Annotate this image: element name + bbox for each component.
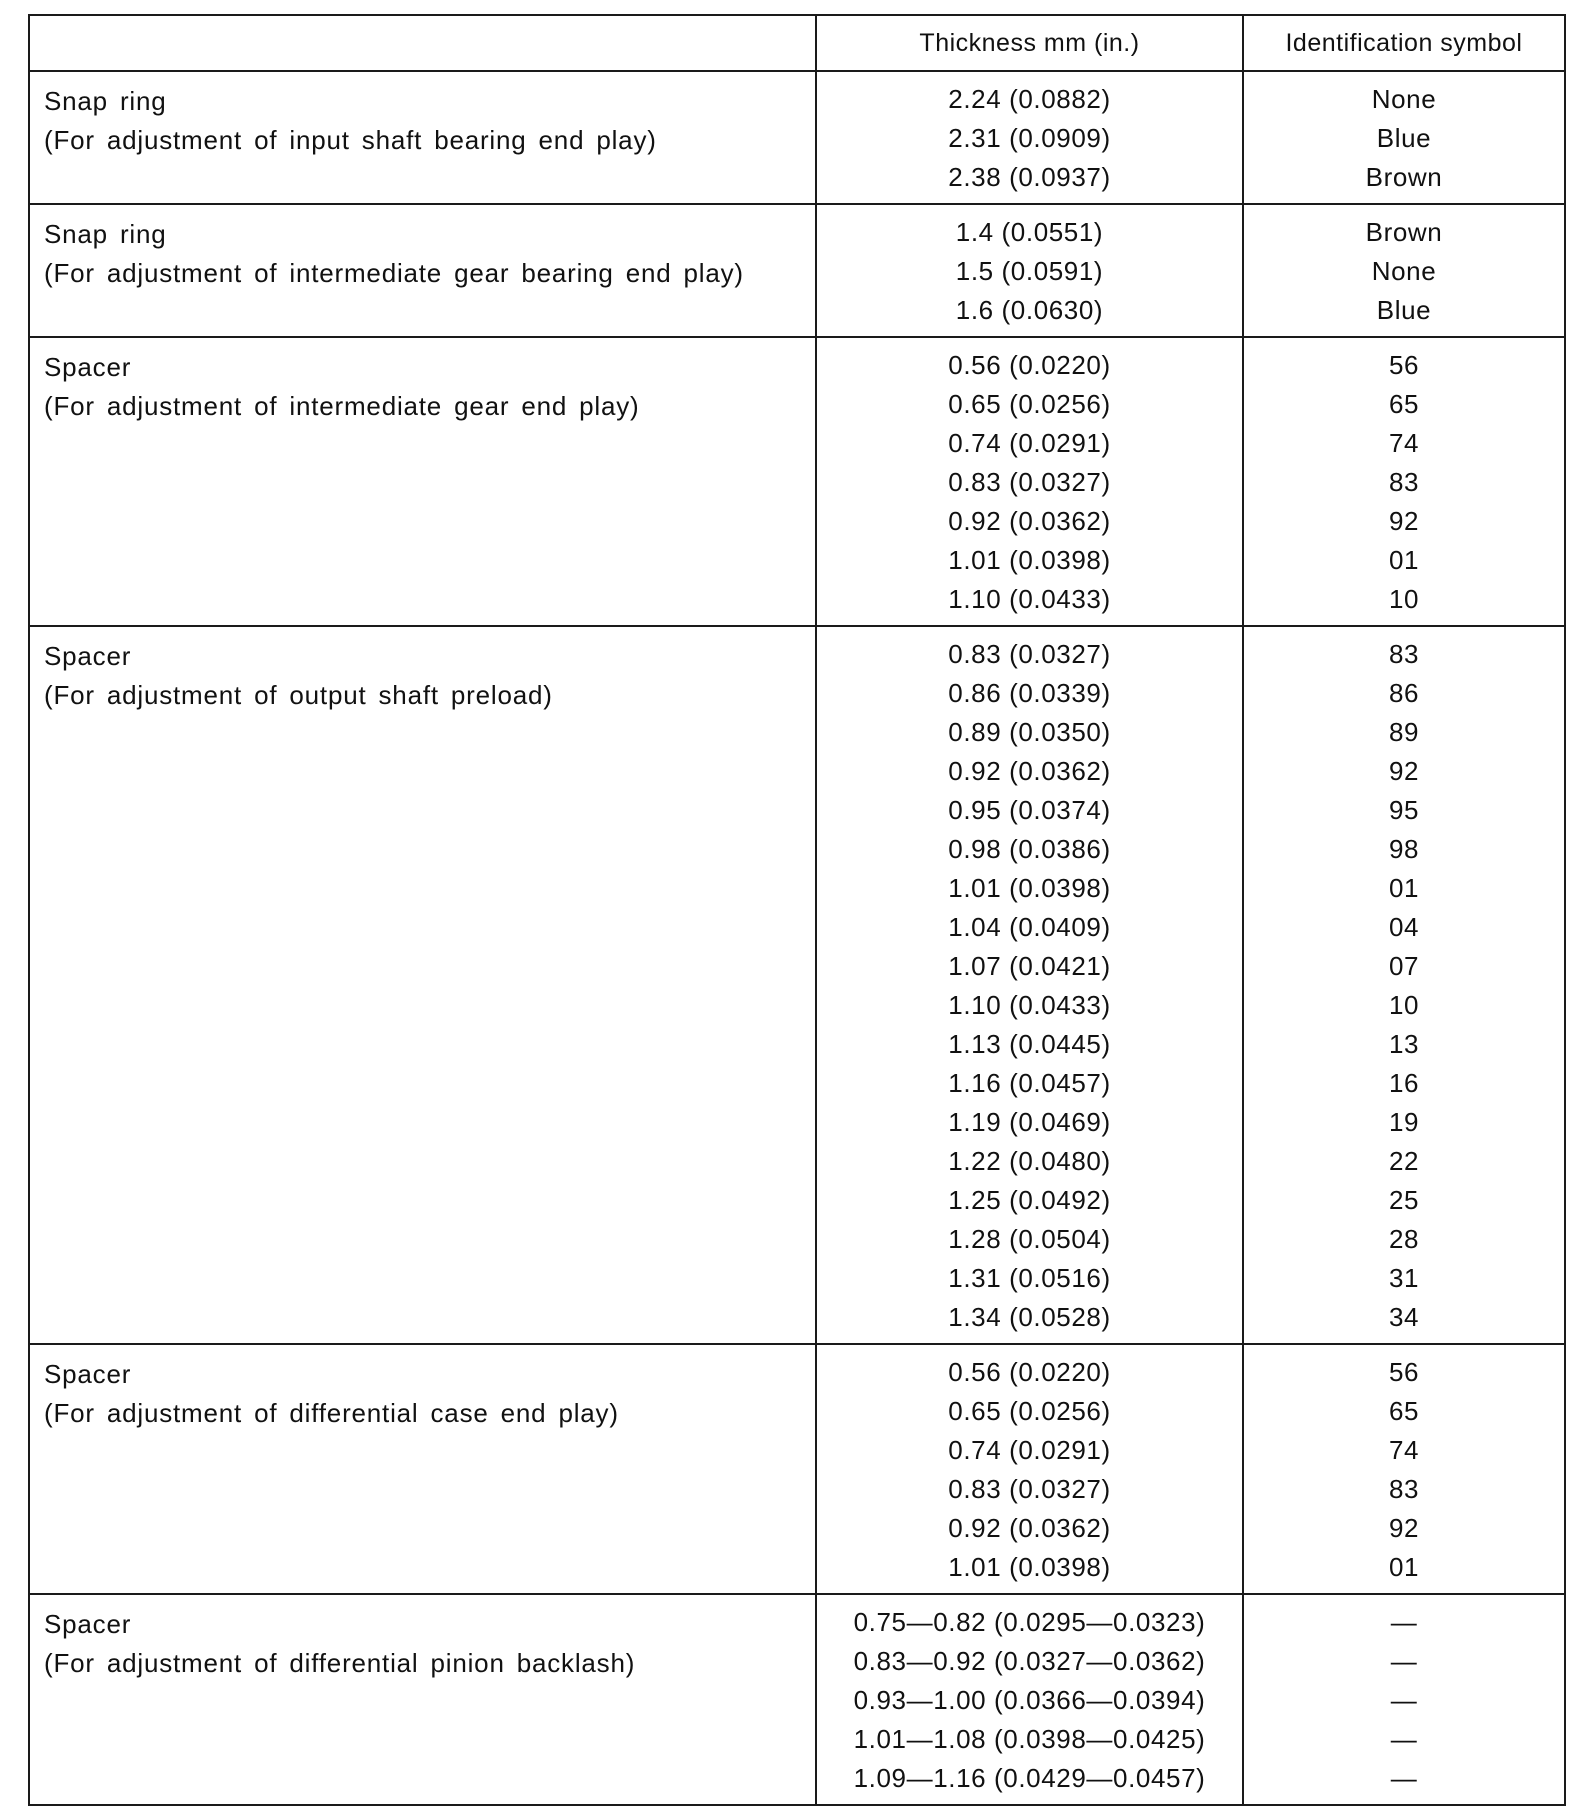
- symbol-cell: [1243, 204, 1565, 337]
- identification-symbol: 92: [1388, 756, 1420, 786]
- thickness-value: 2.24 (0.0882): [948, 84, 1111, 114]
- identification-symbol: 22: [1388, 1146, 1420, 1176]
- identification-symbol: —: [1390, 1724, 1418, 1754]
- part-name: Snap ring: [44, 86, 167, 116]
- part-cell: [29, 1594, 816, 1805]
- table-row: [29, 337, 1565, 626]
- thickness-value: 1.01—1.08 (0.0398—0.0425): [853, 1724, 1206, 1754]
- symbol-cell: [1243, 1344, 1565, 1594]
- identification-symbol: 07: [1388, 951, 1420, 981]
- identification-symbol: None: [1371, 84, 1437, 114]
- thickness-value: 1.25 (0.0492): [948, 1185, 1111, 1215]
- identification-symbol: 95: [1388, 795, 1420, 825]
- thickness-value: 0.83 (0.0327): [948, 639, 1111, 669]
- header-thickness: Thickness mm (in.): [816, 15, 1243, 71]
- part-cell: [29, 626, 816, 1344]
- table-row: [29, 204, 1565, 337]
- adjustment-parts-table: [28, 14, 1566, 1806]
- identification-symbol: 25: [1388, 1185, 1420, 1215]
- identification-symbol: 56: [1388, 1357, 1420, 1387]
- thickness-value: 1.10 (0.0433): [948, 990, 1111, 1020]
- thickness-value: 0.65 (0.0256): [948, 389, 1111, 419]
- thickness-value: 1.01 (0.0398): [948, 1552, 1111, 1582]
- thickness-value: 0.74 (0.0291): [948, 1435, 1111, 1465]
- part-name: Spacer: [44, 641, 132, 671]
- part-name: Spacer: [44, 352, 132, 382]
- symbol-cell: [1243, 1594, 1565, 1805]
- thickness-value: 1.34 (0.0528): [948, 1302, 1111, 1332]
- thickness-cell: [816, 337, 1243, 626]
- thickness-value: 1.22 (0.0480): [948, 1146, 1111, 1176]
- part-cell: [29, 71, 816, 204]
- table-row: [29, 71, 1565, 204]
- thickness-value: 1.28 (0.0504): [948, 1224, 1111, 1254]
- identification-symbol: 74: [1388, 428, 1420, 458]
- identification-symbol: 83: [1388, 467, 1420, 497]
- identification-symbol: Brown: [1365, 217, 1443, 247]
- part-purpose: (For adjustment of intermediate gear bearing end play): [44, 258, 744, 288]
- thickness-cell: [816, 1344, 1243, 1594]
- identification-symbol: —: [1390, 1685, 1418, 1715]
- thickness-value: 1.10 (0.0433): [948, 584, 1111, 614]
- thickness-value: 0.93—1.00 (0.0366—0.0394): [853, 1685, 1206, 1715]
- identification-symbol: —: [1390, 1646, 1418, 1676]
- identification-symbol: 01: [1388, 1552, 1420, 1582]
- identification-symbol: 13: [1388, 1029, 1420, 1059]
- thickness-value: 1.5 (0.0591): [955, 256, 1104, 286]
- identification-symbol: Brown: [1365, 162, 1443, 192]
- thickness-value: 1.16 (0.0457): [948, 1068, 1111, 1098]
- part-name: Spacer: [44, 1359, 132, 1389]
- identification-symbol: 10: [1388, 990, 1420, 1020]
- thickness-value: 0.89 (0.0350): [948, 717, 1111, 747]
- identification-symbol: 34: [1388, 1302, 1420, 1332]
- header-row: [29, 15, 1565, 71]
- thickness-value: 1.01 (0.0398): [948, 545, 1111, 575]
- identification-symbol: 89: [1388, 717, 1420, 747]
- table-body: [29, 71, 1565, 1805]
- thickness-value: 1.07 (0.0421): [948, 951, 1111, 981]
- identification-symbol: Blue: [1376, 295, 1432, 325]
- part-cell: [29, 1344, 816, 1594]
- thickness-cell: [816, 626, 1243, 1344]
- thickness-cell: [816, 71, 1243, 204]
- thickness-value: 0.92 (0.0362): [948, 506, 1111, 536]
- identification-symbol: 65: [1388, 389, 1420, 419]
- symbol-cell: [1243, 337, 1565, 626]
- part-name: Spacer: [44, 1609, 132, 1639]
- thickness-value: 1.31 (0.0516): [948, 1263, 1111, 1293]
- thickness-value: 2.38 (0.0937): [948, 162, 1111, 192]
- identification-symbol: 65: [1388, 1396, 1420, 1426]
- thickness-cell: [816, 1594, 1243, 1805]
- thickness-value: 0.83—0.92 (0.0327—0.0362): [853, 1646, 1206, 1676]
- header-identification-symbol: Identification symbol: [1243, 15, 1565, 71]
- identification-symbol: 10: [1388, 584, 1420, 614]
- thickness-cell: [816, 204, 1243, 337]
- header-part: [29, 15, 816, 71]
- thickness-value: 0.56 (0.0220): [948, 1357, 1111, 1387]
- thickness-value: 0.74 (0.0291): [948, 428, 1111, 458]
- identification-symbol: 56: [1388, 350, 1420, 380]
- identification-symbol: 01: [1388, 545, 1420, 575]
- thickness-value: 1.6 (0.0630): [955, 295, 1104, 325]
- identification-symbol: 98: [1388, 834, 1420, 864]
- thickness-value: 0.86 (0.0339): [948, 678, 1111, 708]
- part-purpose: (For adjustment of differential pinion backlash): [44, 1648, 636, 1678]
- thickness-value: 2.31 (0.0909): [948, 123, 1111, 153]
- thickness-value: 1.04 (0.0409): [948, 912, 1111, 942]
- identification-symbol: None: [1371, 256, 1437, 286]
- table-row: [29, 1594, 1565, 1805]
- identification-symbol: 92: [1388, 1513, 1420, 1543]
- part-purpose: (For adjustment of output shaft preload): [44, 680, 553, 710]
- thickness-value: 0.83 (0.0327): [948, 1474, 1111, 1504]
- identification-symbol: 92: [1388, 506, 1420, 536]
- thickness-value: 1.4 (0.0551): [955, 217, 1104, 247]
- thickness-value: 1.13 (0.0445): [948, 1029, 1111, 1059]
- thickness-value: 1.19 (0.0469): [948, 1107, 1111, 1137]
- part-cell: [29, 204, 816, 337]
- identification-symbol: —: [1390, 1607, 1418, 1637]
- part-purpose: (For adjustment of intermediate gear end play): [44, 391, 640, 421]
- thickness-value: 0.95 (0.0374): [948, 795, 1111, 825]
- identification-symbol: 16: [1388, 1068, 1420, 1098]
- part-name: Snap ring: [44, 219, 167, 249]
- symbol-cell: [1243, 71, 1565, 204]
- identification-symbol: 01: [1388, 873, 1420, 903]
- part-cell: [29, 337, 816, 626]
- thickness-value: 0.65 (0.0256): [948, 1396, 1111, 1426]
- identification-symbol: 31: [1388, 1263, 1420, 1293]
- symbol-cell: [1243, 626, 1565, 1344]
- identification-symbol: 28: [1388, 1224, 1420, 1254]
- part-purpose: (For adjustment of differential case end play): [44, 1398, 619, 1428]
- identification-symbol: 83: [1388, 1474, 1420, 1504]
- thickness-value: 0.98 (0.0386): [948, 834, 1111, 864]
- identification-symbol: 86: [1388, 678, 1420, 708]
- table-row: [29, 1344, 1565, 1594]
- identification-symbol: 04: [1388, 912, 1420, 942]
- thickness-value: 1.01 (0.0398): [948, 873, 1111, 903]
- part-purpose: (For adjustment of input shaft bearing end play): [44, 125, 657, 155]
- thickness-value: 0.92 (0.0362): [948, 756, 1111, 786]
- table-row: [29, 626, 1565, 1344]
- thickness-value: 0.83 (0.0327): [948, 467, 1111, 497]
- identification-symbol: —: [1390, 1763, 1418, 1793]
- thickness-value: 0.92 (0.0362): [948, 1513, 1111, 1543]
- identification-symbol: 83: [1388, 639, 1420, 669]
- thickness-value: 0.75—0.82 (0.0295—0.0323): [853, 1607, 1206, 1637]
- identification-symbol: 19: [1388, 1107, 1420, 1137]
- thickness-value: 0.56 (0.0220): [948, 350, 1111, 380]
- identification-symbol: 74: [1388, 1435, 1420, 1465]
- identification-symbol: Blue: [1376, 123, 1432, 153]
- thickness-value: 1.09—1.16 (0.0429—0.0457): [853, 1763, 1206, 1793]
